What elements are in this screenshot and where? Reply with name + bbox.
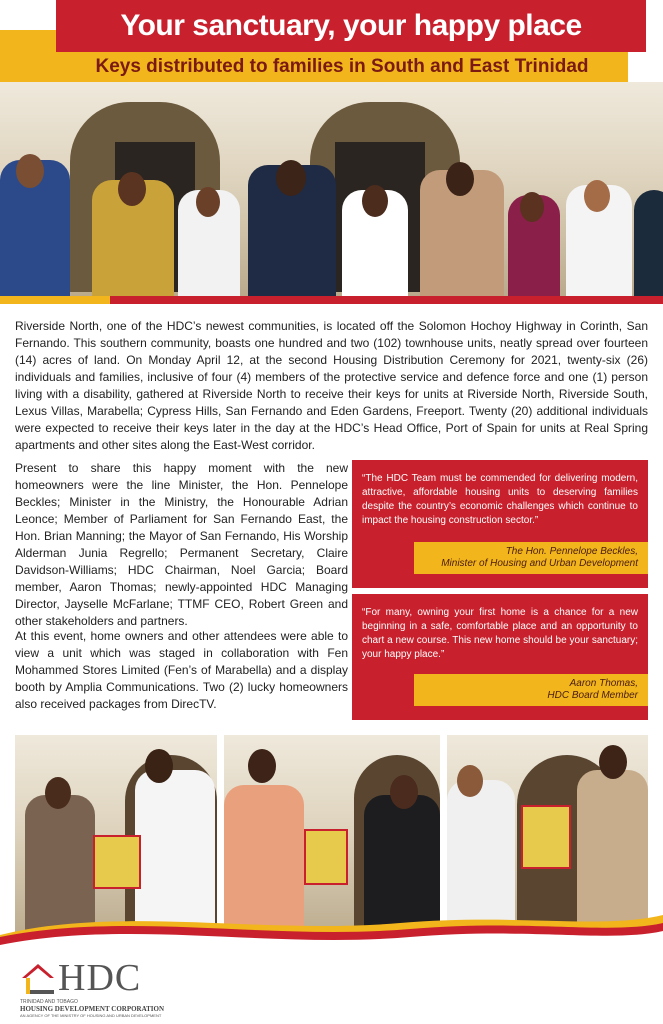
attendees-paragraph: Present to share this happy moment with the new homeowners were the line Minister, the Hon. Pennelope Beckles; Minister in the Ministry, the Honourable Adrian Leonce; Member of Parliament for San Fernando East, the Hon. Brian Manning; the Mayor of San Fernando, His Worship Alderman Junia Regrello; Permanent Secretary, Claire Davidson-Williams; HDC Chairman, Noel Garcia; Board member, Aaron Thomas; newly-appointed HDC Managing Director, Jayselle McFarlane; TTMF CEO, Robert Green and other stakeholders and partners. [15, 461, 348, 628]
quote-text: “For many, owning your first home is a chance for a new beginning in a safe, comfortable place and an opportunity to chart a new course. This new home should be your sanctuary; your happy place.” [362, 607, 638, 660]
logo-line-2: HOUSING DEVELOPMENT CORPORATION [20, 1005, 165, 1013]
logo-acronym: HDC [58, 957, 142, 999]
quote-text: “The HDC Team must be commended for delivering modern, attractive, affordable housing units to deserving families despite the country’s economic challenges which continue to impact the housing construction sector.” [362, 473, 638, 526]
quote-box-board-member [352, 594, 648, 720]
group-photo [0, 82, 663, 300]
quote-attribution [414, 542, 648, 574]
event-paragraph: At this event, home owners and other attendees were able to view a unit which was staged in collaboration with Fen Mohammed Stores Limited (Fen’s of Marabella) and a display booth by Amplia Communications. Two (2) lucky homeowners also received packages from DirecTV. [15, 629, 348, 711]
intro-paragraph: Riverside North, one of the HDC’s newest communities, is located off the Solomon Hochoy Highway in Corinth, San Fernando. This southern community, boasts one hundred and two (102) townhouse units, neatly spread over fourteen (14) acres of land. On Monday April 12, at the second Housing Distribution Ceremony for 2021, twenty-six (26) individuals and families, inclusive of four (4) members of the protective service and defence force and one (1) person living with a disability, gathered at Riverside North to receive their keys for units at Riverside North, Riverside South, Lexus Villas, Marabella; Cypress Hills, San Fernando and Eden Gardens, Freeport. Twenty (20) additional individuals were expected to receive their keys later in the day at the HDC’s Head Office, Port of Spain for units at Real Spring apartments and other sites along the East-West corridor. [15, 319, 648, 452]
logo-line-3: AN AGENCY OF THE MINISTRY OF HOUSING AND URBAN DEVELOPMENT [20, 1013, 162, 1018]
quote-author-role: HDC Board Member [547, 690, 638, 701]
quote-author: Aaron Thomas, [569, 678, 638, 689]
quote-author-role: Minister of Housing and Urban Development [441, 558, 638, 569]
logo-line-1: TRINIDAD AND TOBAGO [20, 999, 78, 1005]
header-yellow-accent [0, 30, 56, 82]
hdc-logo [20, 957, 170, 1020]
page-title: Your sanctuary, your happy place [56, 0, 646, 52]
photo-underline-red [110, 296, 663, 304]
quote-author: The Hon. Pennelope Beckles, [505, 546, 638, 557]
house-logo-icon [20, 960, 56, 996]
page-subtitle: Keys distributed to families in South and East Trinidad [56, 52, 628, 82]
photo-underline-yellow [0, 296, 110, 304]
quote-box-minister [352, 460, 648, 588]
quote-attribution [414, 674, 648, 706]
